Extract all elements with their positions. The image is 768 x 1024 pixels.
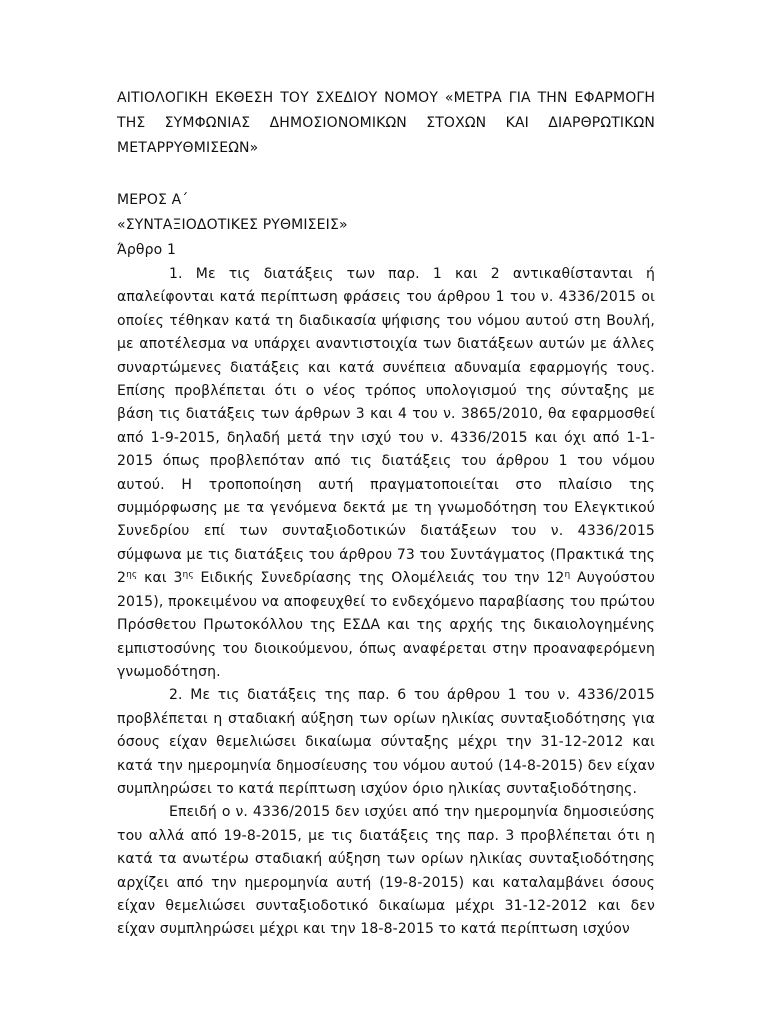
part-label: ΜΕΡΟΣ Α΄	[117, 192, 189, 208]
title-line-3: ΜΕΤΑΡΡΥΘΜΙΣΕΩΝ»	[117, 140, 259, 156]
paragraph-1-text-a: 1. Με τις διατάξεις των παρ. 1 και 2 αντικαθίστανται ή απαλείφονται κατά περίπτωση φράσεις του άρθρου 1 του ν. 4336/2015 οι οποίες τέθηκαν κατά τη διαδικασία ψήφισης του νόμου αυτού στη Βουλή, με αποτέλεσμα να υπάρχει αναντιστοιχία των διατάξεων αυτών με άλλες συναρτώμενες διατάξεις και κατά συνέπεια αδυναμία εφαρμογής τους. Επίσης προβλέπεται ότι ο νέος τρόπος υπολογισμού της σύνταξης με βάση τις διατάξεις των άρθρων 3 και 4 του ν. 3865/2010, θα εφαρμοσθεί από 1-9-2015, δηλαδή μετά την ισχύ του ν. 4336/2015 και όχι από 1-1-2015 όπως προβλεπόταν από τις διατάξεις του άρθρου 1 του νόμου αυτού. Η τροποποίηση αυτή πραγματοποιείται στο πλαίσιο της συμμόρφωσης με τα γενόμενα δεκτά με τη γνωμοδότηση του Ελεγκτικού Συνεδρίου επί των συνταξιοδοτικών διατάξεων του ν. 4336/2015 σύμφωνα με τις διατάξεις του άρθρου 73 του Συντάγματος (Πρακτικά της 2	[117, 266, 655, 587]
document-title	[117, 86, 655, 161]
paragraph-1-text-d: Αυγούστου 2015), προκειμένου να αποφευχθεί το ενδεχόμενο παραβίασης του πρώτου Πρόσθετου Πρωτοκόλλου της ΕΣΔΑ και της αρχής της δικαιολογημένης εμπιστοσύνης του διοικούμενου, όπως αναφέρεται στην προαναφερόμενη γνωμοδότηση.	[117, 570, 655, 680]
paragraph-1-text-c: Ειδικής Συνεδρίασης της Ολομέλειάς του την 12	[193, 570, 565, 587]
ordinal-superscript: η	[564, 570, 571, 581]
title-line-2: ΤΗΣ ΣΥΜΦΩΝΙΑΣ ΔΗΜΟΣΙΟΝΟΜΙΚΩΝ ΣΤΟΧΩΝ ΚΑΙ ΔΙΑΡΘΡΩΤΙΚΩΝ	[117, 115, 655, 131]
paragraph-1-text-b: και 3	[137, 570, 183, 587]
title-line-1: ΑΙΤΙΟΛΟΓΙΚΗ ΕΚΘΕΣΗ ΤΟΥ ΣΧΕΔΙΟΥ ΝΟΜΟΥ «ΜΕΤΡΑ ΓΙΑ ΤΗΝ ΕΦΑΡΜΟΓΗ	[117, 90, 655, 106]
ordinal-superscript: ης	[182, 570, 194, 581]
spacer	[117, 161, 655, 188]
ordinal-superscript: ης	[126, 570, 138, 581]
paragraph-1	[117, 263, 655, 684]
paragraph-3: Επειδή ο ν. 4336/2015 δεν ισχύει από την ημερομηνία δημοσιεύσης του αλλά από 19-8-2015, με τις διατάξεις της παρ. 3 προβλέπεται ότι η κατά τα ανωτέρω σταδιακή αύξηση των ορίων ηλικίας συνταξιοδότησης αρχίζει από την ημερομηνία αυτή (19-8-2015) και καταλαμβάνει όσους είχαν θεμελιώσει συνταξιοδοτικό δικαίωμα μέχρι 31-12-2012 και δεν είχαν συμπληρώσει μέχρι και την 18-8-2015 το κατά περίπτωση ισχύον	[117, 804, 655, 938]
paragraph-2: 2. Με τις διατάξεις της παρ. 6 του άρθρου 1 του ν. 4336/2015 προβλέπεται η σταδιακή αύξηση των ορίων ηλικίας συνταξιοδότησης για όσους είχαν θεμελιώσει δικαίωμα σύνταξης μέχρι την 31-12-2012 και κατά την ημερομηνία δημοσίευσης του νόμου αυτού (14-8-2015) δεν είχαν συμπληρώσει το κατά περίπτωση ισχύον όριο ηλικίας συνταξιοδότησης.	[117, 687, 655, 797]
document-page	[117, 86, 655, 942]
article-heading: Άρθρο 1	[117, 242, 177, 258]
part-subtitle: «ΣΥΝΤΑΞΙΟΔΟΤΙΚΕΣ ΡΥΘΜΙΣΕΙΣ»	[117, 217, 348, 233]
